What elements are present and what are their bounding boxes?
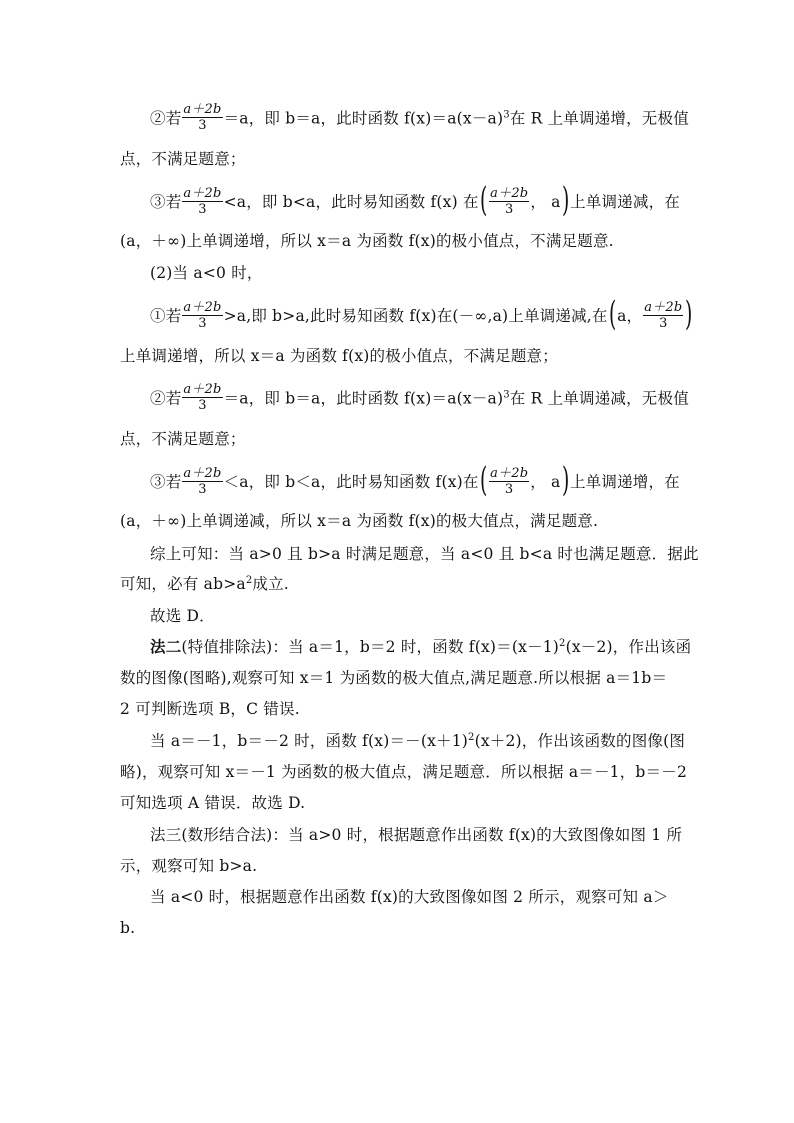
text-segment: 在 R 上单调递增，无极值 <box>509 109 689 128</box>
method-label: 法二 <box>150 637 182 656</box>
text-line-1: ②若 $\frac{a+2b}{3}$ ＝a，即 b＝a，此时函数 $f(x)=a(x-a)^3$在 R 上单调递增，无极值 <box>150 102 689 133</box>
text-line-12: 综上可知：当 a>0 且 b>a 时满足题意，当 a<0 且 b<a 时也满足题意．据此 <box>150 545 699 563</box>
text-line-16: 数的图像(图略),观察可知 x＝1 为函数的极大值点,满足题意.所以根据 a＝1b＝ <box>120 669 668 687</box>
text-line-3: ③若 $\frac{a+2b}{3}$ <a，即 b<a，此时易知函数 f(x) 在( $\frac{a+2b}{3}$ ， a)上单调递减，在 <box>150 180 680 220</box>
text-line-22: 示，观察可知 b>a. <box>120 857 258 875</box>
text-line-20: 可知选项 A 错误．故选 D. <box>120 794 306 812</box>
fraction: $\frac{a+2b}{3}$ <box>183 102 222 133</box>
text-line-15: 法二(特值排除法)：当 a＝1，b＝2 时，函数 $f(x)=(x-1)^2(x-2)$，作出该函 <box>150 637 692 656</box>
text-line-23: 当 a<0 时，根据题意作出函数 f(x)的大致图像如图 2 所示，观察可知 a＞ <box>150 888 669 906</box>
text-line-11: (a，＋∞)上单调递减，所以 x＝a 为函数 f(x)的极大值点，满足题意. <box>120 512 599 530</box>
text-line-13: 可知，必有 $ab>a^2$成立. <box>120 574 289 593</box>
text-segment: ＝a，即 b＝a，此时函数 f(x)＝a(x－a) <box>223 109 504 128</box>
text-line-17: 2 可判断选项 B，C 错误. <box>120 700 300 718</box>
text-line-7: 上单调递增，所以 x＝a 为函数 f(x)的极小值点，不满足题意； <box>120 347 558 365</box>
text-line-5: (2)当 a<0 时， <box>150 264 263 282</box>
text-line-8: ②若 $\frac{a+2b}{3}$ ＝a，即 b＝a，此时函数 $f(x)=a(x-a)^3$在 R 上单调递减，无极值 <box>150 382 689 413</box>
text-line-24: b. <box>120 919 136 937</box>
case-label: ②若 <box>150 109 182 128</box>
text-line-2: 点，不满足题意； <box>120 150 246 168</box>
text-line-10: ③若 $\frac{a+2b}{3}$ ＜a，即 b＜a，此时易知函数 f(x)在( $\frac{a+2b}{3}$ ， a)上单调递增，在 <box>150 460 680 500</box>
left-paren: ( <box>479 180 488 220</box>
text-line-14: 故选 D． <box>150 607 215 625</box>
text-line-4: (a，＋∞)上单调递增，所以 x＝a 为函数 f(x)的极小值点，不满足题意. <box>120 232 614 250</box>
text-line-21: 法三(数形结合法)：当 a>0 时，根据题意作出函数 f(x)的大致图像如图 1 所 <box>150 826 683 844</box>
right-paren: ) <box>561 180 570 220</box>
text-line-18: 当 a＝－1，b＝－2 时，函数 $f(x)=-(x+1)^2(x+2)$，作出该函数的图像(图 <box>150 731 686 750</box>
text-line-6: ①若 $\frac{a+2b}{3}$ >a,即 b>a,此时易知函数 f(x)在(－∞,a)上单调递减,在(a， $\frac{a+2b}{3}$ ) <box>150 294 693 334</box>
text-line-9: 点，不满足题意； <box>120 430 246 448</box>
text-line-19: 略)，观察可知 x＝－1 为函数的极大值点，满足题意．所以根据 a＝－1，b＝－2 <box>120 763 688 781</box>
